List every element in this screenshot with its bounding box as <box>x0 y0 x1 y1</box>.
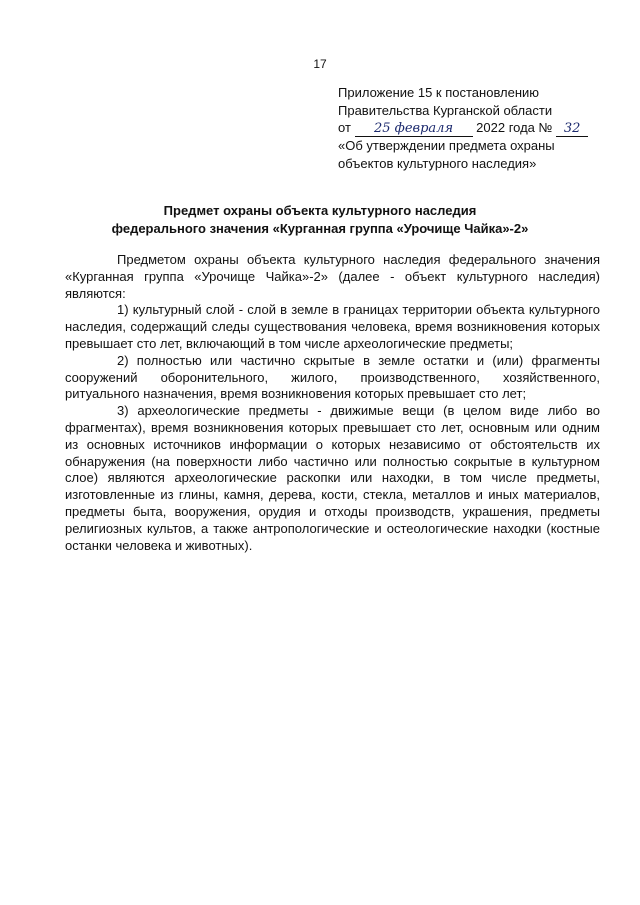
paragraph-item-3: 3) археологические предметы - движимые вещи (в целом виде либо во фрагментах), время возникновения которых превышает сто лет, основным или одним из основных источников информации о которых независимо от обстоятельств их обнаружения (на поверхности либо частично или полностью сокрытые в культурном слое) являются археологические раскопки или находки, в том числе предметы, изготовленные из глины, камня, дерева, кости, стекла, металлов и иных материалов, предметы быта, вооружения, орудия и отходы производств, украшения, предметы религиозных культов, а также антропологические и остеологические находки (костные останки человека и животных). <box>65 403 600 553</box>
paragraph-item-1: 1) культурный слой - слой в земле в границах территории объекта культурного наследия, содержащий следы существования человека, время возникновения которых превышает сто лет, включающий в том числе археологические предметы; <box>65 302 600 351</box>
paragraph-intro: Предметом охраны объекта культурного наследия федерального значения «Курганная группа «Урочище Чайка»-2» (далее - объект культурного наследия) являются: <box>65 252 600 301</box>
appendix-line-5: объектов культурного наследия» <box>338 155 537 171</box>
date-prefix: от <box>338 120 351 135</box>
appendix-line-2: Правительства Курганской области <box>338 102 553 118</box>
appendix-header <box>338 84 608 172</box>
document-body <box>65 252 600 554</box>
document-title <box>0 202 640 237</box>
appendix-line-4: «Об утверждении предмета охраны <box>338 138 555 153</box>
paragraph-item-2: 2) полностью или частично скрытые в земле остатки и (или) фрагменты сооружений оборонительного, жилого, производственного, хозяйственного, ритуального назначения, время возникновения которых превышает сто лет; <box>65 352 600 402</box>
page-number: 17 <box>313 57 327 71</box>
handwritten-date: 25 февраля <box>355 122 473 137</box>
handwritten-number: 32 <box>556 122 588 137</box>
title-line-2: федерального значения «Курганная группа «Урочище Чайка»-2» <box>111 220 529 236</box>
appendix-date-line <box>338 119 608 137</box>
title-line-1: Предмет охраны объекта культурного наследия <box>163 203 477 218</box>
year-text: 2022 года № <box>476 120 553 135</box>
appendix-line-1: Приложение 15 к постановлению <box>338 85 540 100</box>
